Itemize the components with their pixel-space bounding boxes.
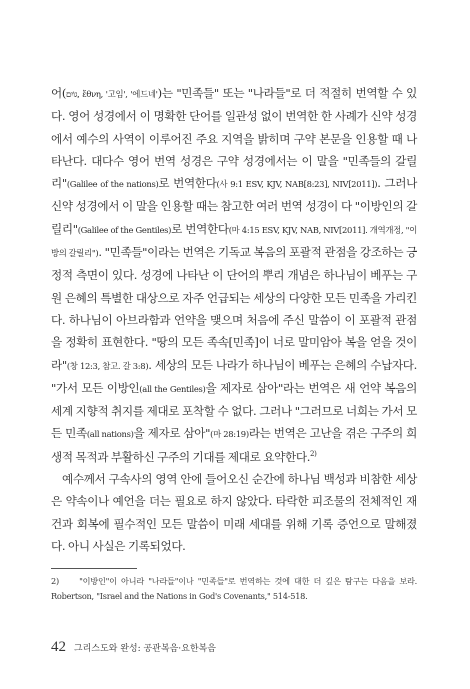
- citation-text: (all the Gentiles): [139, 383, 206, 394]
- page-footer: [51, 639, 216, 656]
- paragraph: [51, 82, 417, 468]
- text-run: )는 "민족들" 또는 "나라들"로 더 적절히 번역할 수 있다. 영어 성경에서 이 명확한 단어를 일관성 없이 번역한 한 사례가 신약 성경에서 예수의 사역이 이루어진 주요 지역을 밝히며 구약 본문을 인용할 때 나타난다. 대다수 영어 번역 성경은 구약 성경에서는 이 말을 "민족들의 갈릴리": [51, 86, 417, 191]
- footnote-marker: 2): [51, 576, 59, 586]
- citation-text: (Galilee of the nations): [66, 179, 159, 190]
- text-run: 라는 번역은 고난을 겪은 구주의 희생적 목적과 부활하신 구주의 기대를 제대로 요약한다.: [51, 426, 417, 464]
- body-text: [51, 82, 417, 557]
- text-run: 어(: [51, 86, 67, 100]
- text-run: 로 번역한다: [171, 221, 229, 236]
- citation-text: (마 28:19): [210, 429, 249, 440]
- text-run: . 그러나 신약 성경에서 이 말을 인용할 때는 참고한 여러 번역 성경이 다 "이방인의 갈릴리": [51, 176, 417, 236]
- citation-text: (all nations): [86, 429, 134, 440]
- page-number: 42: [51, 639, 66, 655]
- citation-text: (Galilee of the Gentiles): [77, 224, 172, 235]
- running-title: 그리스도와 완성: 공관복음·요한복음: [73, 644, 216, 654]
- text-run: 을 제자로 삼아"라는 번역은 새 언약 복음의 세계 지향적 취지를 제대로 포착할 수 없다. 그러나 "그러므로 너희는 가서 모든 민족: [51, 380, 417, 441]
- text-run: . 세상의 모든 나라가 하나님이 베푸는 은혜의 수납자다. "가서 모든 이방인: [51, 357, 417, 395]
- footnote: [51, 574, 417, 603]
- citation-text: (마 4:15 ESV, KJV, NAB, NIV[2011]. 개역개정, "이방의 갈릴리"): [51, 224, 418, 259]
- citation-text: (사 9:1 ESV, KJV, NAB[8:23], NIV[2011]): [216, 179, 378, 190]
- paragraph: [51, 468, 417, 557]
- footnote-rule: [51, 568, 137, 569]
- footnote-reference: 2): [310, 449, 317, 458]
- citation-text: (창 12:3, 참고. 갈 3:8): [66, 360, 149, 371]
- text-run: . "민족들"이라는 번역은 기독교 복음의 포괄적 관점을 강조하는 긍정적 측면이 있다. 성경에 나타난 이 단어의 뿌리 개념은 하나님이 베푸는 구원 은혜의 특별한 대상으로 자주 언급되는 세상의 다양한 모든 민족을 가리킨다. 하나님이 아브라함과 언약을 맺으며 처음에 주신 말씀이 이 포괄적 관점을 정확히 표현한다. "땅의 모든 족속[민족]이 너로 말미암아 복을 얻을 것이라": [51, 245, 417, 372]
- text-run: 예수께서 구속사의 영역 안에 들어오신 순간에 하나님 백성과 비참한 세상은 약속이나 예언을 더는 필요로 하지 않았다. 타락한 피조물의 전체적인 재건과 회복에 필수적인 모든 말씀이 미래 세대를 위해 기록 증언으로 말해졌다. 아니 사실은 기록되었다.: [51, 472, 417, 553]
- footnote-text: "이방인"이 아니라 "나라들"이나 "민족들"로 번역하는 것에 대한 더 깊은 탐구는 다음을 보라. Robertson, "Israel and the Nations in God's Covenants," 514-518.: [51, 576, 417, 601]
- text-run: 을 제자로 삼아": [133, 426, 211, 441]
- text-run: 로 번역한다: [158, 176, 217, 191]
- citation-text: גוֹיִם, ἔθνη, '고임', '에드네': [66, 89, 158, 99]
